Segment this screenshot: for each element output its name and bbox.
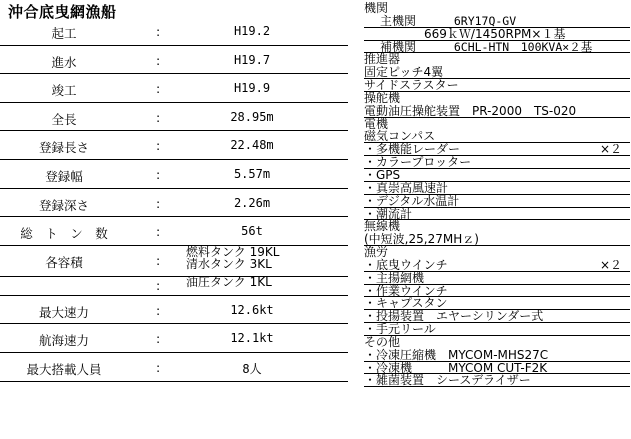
- section-heading-fishing: 漁労: [364, 245, 389, 260]
- table-row: [0, 131, 348, 160]
- gps: ・GPS: [364, 169, 630, 182]
- spec-label: 登録深さ: [38, 197, 89, 213]
- section-heading-other: その他: [364, 334, 401, 349]
- table-row: [0, 74, 348, 103]
- deploy-device: ・投揚装置 エヤーシリンダー式: [364, 310, 630, 323]
- tank-item: 清水タンク 3KL: [186, 257, 272, 272]
- spec-value: 12.6kt: [230, 302, 274, 317]
- anemometer: ・真崇高風速計: [364, 182, 630, 195]
- ship-particulars-table: [0, 17, 348, 382]
- magnetic-compass: 磁気コンパス: [364, 130, 630, 143]
- spec-label: 登録幅: [45, 168, 83, 184]
- spec-label: 各容積: [45, 254, 83, 270]
- tank-list: [186, 246, 279, 271]
- spec-label: 進水: [51, 54, 77, 70]
- table-row: [0, 160, 348, 189]
- colon: :: [156, 224, 161, 240]
- colon: :: [156, 359, 161, 375]
- colon: :: [156, 277, 161, 293]
- section-heading-engine: 機関: [364, 1, 389, 15]
- colon: :: [156, 252, 161, 268]
- table-row: [0, 103, 348, 132]
- table-row: [0, 296, 348, 325]
- colon: :: [156, 109, 161, 125]
- hand-reel: ・手元リール: [364, 323, 630, 336]
- current-meter: ・潮流計: [364, 208, 630, 221]
- trawl-winch-line: [364, 259, 630, 272]
- capstan: ・キャプスタン: [364, 297, 630, 310]
- section-heading-steering: 操舵機: [364, 90, 401, 105]
- spec-value: 56t: [241, 224, 263, 239]
- colon: :: [156, 195, 161, 211]
- section-heading-radio: 無線機: [364, 219, 401, 234]
- main-engine-label: 主機関: [380, 13, 417, 28]
- colon: :: [156, 331, 161, 347]
- spec-label: 起工: [51, 26, 77, 41]
- trawl-winch-quantity: ×２: [599, 257, 622, 272]
- main-net-reel: ・主揚網機: [364, 272, 630, 285]
- spec-value: H19.9: [233, 81, 271, 96]
- freezer: ・冷凍機 MYCOM CUT-F2K: [364, 362, 630, 375]
- table-row-capacity: [0, 246, 348, 277]
- spec-label: 登録長さ: [38, 140, 89, 156]
- table-row: [0, 217, 348, 246]
- radar-quantity: ×２: [599, 142, 622, 157]
- colon: :: [156, 166, 161, 182]
- water-thermometer: ・デジタル水温計: [364, 195, 630, 208]
- spec-label: 最大搭載人員: [26, 361, 102, 377]
- tank-item: 燃料タンク 19KL: [186, 244, 280, 259]
- freezer-compressor: ・冷凍圧縮機 MYCOM-MHS27C: [364, 349, 630, 362]
- equipment-list: [364, 2, 630, 387]
- spec-value: 8人: [242, 361, 262, 376]
- spec-value: 5.57m: [233, 166, 271, 181]
- aux-engine-model: 6CHL-HTN 100KVA×２基: [453, 39, 593, 54]
- spec-label: 総 ト ン 数: [20, 226, 108, 242]
- color-plotter: ・カラープロッター: [364, 156, 630, 169]
- tank-list: [186, 276, 272, 289]
- sterilizer: ・雑菌装置 シースデライザー: [364, 374, 630, 387]
- colon: :: [156, 81, 161, 97]
- table-row: [0, 353, 348, 382]
- tank-item: 油圧タンク 1KL: [186, 274, 272, 289]
- colon: :: [156, 24, 161, 39]
- spec-value: 12.1kt: [230, 331, 274, 346]
- table-row: [0, 17, 348, 46]
- colon: :: [156, 138, 161, 154]
- spec-value: 2.26m: [233, 195, 271, 210]
- main-engine-output: 669ｋＷ/1450RPM×１基: [364, 28, 630, 41]
- main-engine-line: [364, 15, 630, 28]
- spec-value: 28.95m: [230, 109, 274, 124]
- section-heading-electronics: 電機: [364, 116, 389, 131]
- trawl-winch: ・底曳ウインチ: [364, 257, 448, 272]
- aux-engine-label: 補機関: [380, 39, 417, 54]
- steering-gear: 電動油圧操舵装置 PR-2000 TS-020: [364, 105, 630, 118]
- colon: :: [156, 302, 161, 318]
- colon: :: [156, 52, 161, 68]
- table-row: [0, 189, 348, 218]
- section-heading-propulsion: 推進器: [364, 52, 401, 67]
- spec-value: 22.48m: [230, 138, 274, 153]
- main-engine-model: 6RY17Q-GV: [453, 13, 517, 28]
- page-title: 沖合底曳網漁船: [8, 3, 117, 21]
- table-row-capacity-cont: [0, 274, 348, 296]
- propeller: 固定ピッチ4翼: [364, 66, 630, 79]
- spec-label: 竣工: [51, 83, 77, 99]
- spec-label: 最大速力: [38, 304, 89, 320]
- side-thruster: サイドスラスター: [364, 79, 630, 92]
- work-winch: ・作業ウインチ: [364, 285, 630, 298]
- aux-engine-line: [364, 41, 630, 54]
- radio-band: (中短波,25,27MHｚ): [364, 233, 630, 246]
- spec-label: 全長: [51, 111, 77, 127]
- table-row: [0, 324, 348, 353]
- spec-label: 航海速力: [38, 333, 89, 349]
- spec-value: H19.7: [233, 52, 271, 67]
- radar: ・多機能レーダー: [364, 142, 461, 157]
- spec-value: H19.2: [233, 24, 271, 38]
- table-row: [0, 46, 348, 75]
